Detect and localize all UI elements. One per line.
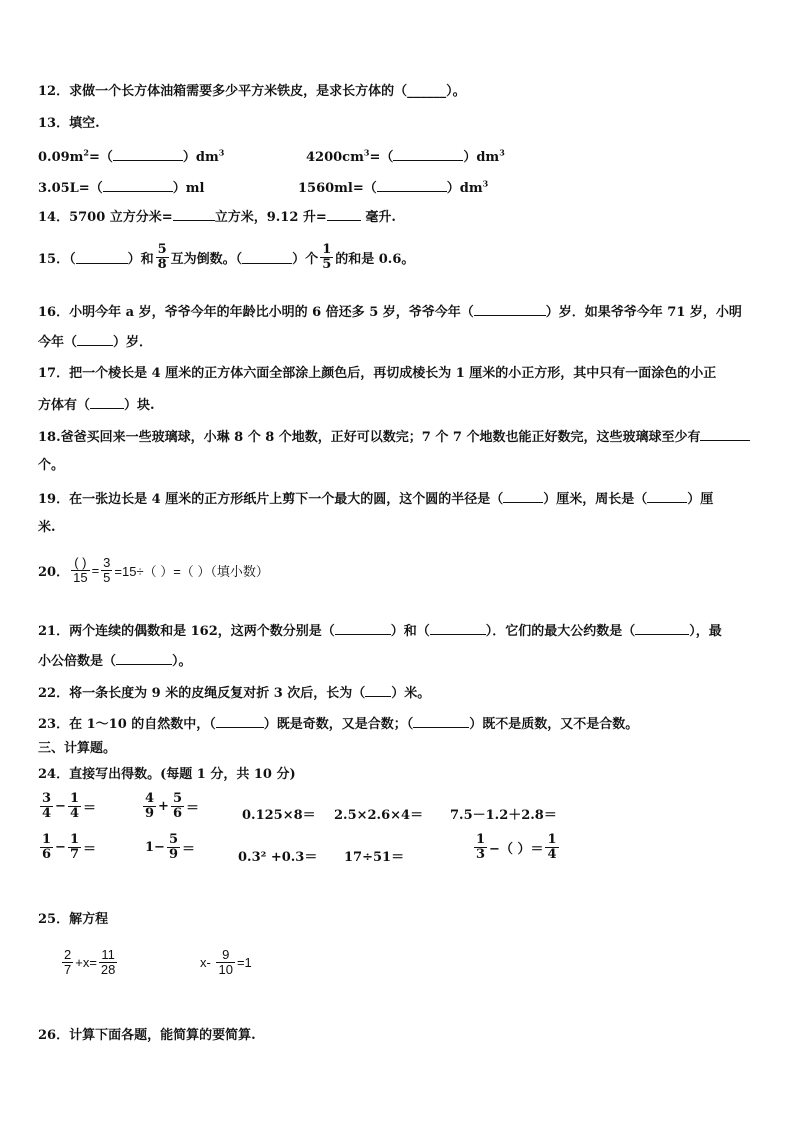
q24-r1-item-4 [334,804,423,823]
q25-eq1-nb: 11 [101,947,115,962]
q24-r1-item-1 [38,792,96,821]
question-15 [38,243,414,272]
q15-c: 互为倒数。（ [170,252,243,267]
q13c-right: ）ml [172,181,205,196]
q19-line1b: ）厘米，周长是（ [543,492,648,507]
q20-fraction-2 [101,556,112,585]
q13c-blank[interactable] [103,179,173,192]
q24-r1-2-na: 4 [145,791,155,806]
q21-line1c: ）．它们的最大公约数是（ [485,624,636,639]
q19-line2: 米. [38,520,56,535]
q20-label: 20． [38,565,70,580]
q24-r2-item-1 [38,833,96,862]
q24-r1-1-op: − [55,799,66,814]
q24-r1-item-2 [141,792,199,821]
q16-line1a: 16．小明今年 a 岁，爷爷今年的年龄比小明的 6 倍还多 5 岁，爷爷今年（ [38,305,474,320]
q20-frac2-num: 3 [103,555,111,570]
question-21-line-2 [38,652,192,670]
q25-eq1-frac-a [62,948,73,977]
q25-eq2-n: 9 [222,947,230,962]
q13b-right: ）dm [463,150,500,165]
question-23 [38,715,638,733]
q25-eq1-mid: +x= [75,955,97,970]
q24-r2-2-frac [167,833,180,862]
q24-r1-4-text: 2.5×2.6×4＝ [334,808,424,823]
q13-item-b [306,146,505,165]
q13-title: 13．填空. [38,116,100,131]
q13a-right: ）dm [182,150,219,165]
q13a-mid: =（ [89,150,113,165]
q24-r1-1-frac-a [40,792,53,821]
q19-line1c: ）厘 [687,492,714,507]
q24-r2-5-frac-a [474,833,487,862]
q24-r2-5-na: 1 [476,832,486,847]
q20-equals: = [91,563,100,578]
q20-frac1-den: 15 [73,570,88,585]
q21-line2a: 小公倍数是（ [38,654,117,669]
q13-item-a [38,146,224,165]
q15-a: 15．（ [38,252,76,267]
q24-r2-1-frac-b [68,833,81,862]
q17-line2b: ）块. [124,398,155,413]
q16-line2b: ）岁． [113,335,153,350]
q21-line1a: 21．两个连续的偶数和是 162，这两个数分别是（ [38,624,335,639]
q24-r1-1-frac-b [68,792,81,821]
q24-r1-1-eq: ＝ [83,801,97,816]
q25-eq2-d: 10 [218,962,233,977]
q13a-blank[interactable] [113,148,183,161]
q13b-mid: =（ [369,150,394,165]
q24-r1-2-op: + [158,799,169,814]
q13b-sup2: 3 [499,147,505,158]
question-17-line-1 [38,366,716,382]
q21-blank-4[interactable] [116,652,172,665]
q14-blank-1[interactable] [173,208,215,221]
question-26-title [38,1028,256,1044]
question-24-title [38,767,296,783]
q24-r2-2-pre: 1− [145,840,165,855]
q26-title-text: 26．计算下面各题，能简算的要简算. [38,1028,256,1043]
q24-r1-1-nb: 1 [69,791,79,806]
q18-line2: 个。 [38,458,65,473]
q25-eq1-da: 7 [64,962,72,977]
q12-text: 12．求做一个长方体油箱需要多少平方米铁皮，是求长方体的（______）。 [38,84,466,99]
q24-r1-1-da: 4 [42,806,52,821]
q16-blank-2[interactable] [77,333,113,346]
q13b-sup: 3 [363,147,370,158]
question-12 [38,84,466,100]
q24-r2-1-na: 1 [42,832,52,847]
q24-r1-2-nb: 5 [172,791,182,806]
q19-line1a: 19．在一张边长是 4 厘米的正方形纸片上剪下一个最大的圆，这个圆的半径是（ [38,492,504,507]
q24-r2-5-frac-b [545,833,558,862]
q25-title-text: 25．解方程 [38,912,109,927]
q24-r1-2-eq: ＝ [186,801,200,816]
q24-r1-2-db: 6 [172,806,182,821]
question-18-line-2 [38,458,64,474]
q23-a: 23．在 1～10 的自然数中，（ [38,717,216,732]
q24-r2-5-da: 3 [476,847,486,862]
question-17-line-2 [38,396,155,414]
q15-e: ）个 [292,252,319,267]
q25-eq2-post: =1 [236,955,252,970]
question-16-line-2 [38,333,152,351]
q21-line1b: ）和（ [390,624,430,639]
q24-r2-5-op[interactable]: −（ ）＝ [489,842,544,857]
q25-equation-1 [60,948,119,977]
q24-r2-1-op: − [55,840,66,855]
q15-f: 的和是 0.6。 [335,252,415,267]
q25-eq1-db: 28 [100,962,116,977]
q23-b: ）既是奇数，又是合数；（ [263,717,414,732]
question-16-line-1 [38,303,742,321]
q24-r1-item-5 [450,804,557,823]
question-19-line-2 [38,520,56,536]
q24-r2-item-3 [238,846,317,865]
q21-blank-1[interactable] [335,622,391,635]
q23-c: ）既不是质数，又不是合数。 [469,717,639,732]
q17-blank[interactable] [90,396,124,409]
q24-r1-2-frac-b [171,792,184,821]
section-3-title [38,741,116,757]
q22-blank[interactable] [365,684,391,697]
q14-c: 毫升. [365,210,396,225]
q13a-sup: 2 [83,147,89,158]
q22-b: ）米。 [391,686,431,701]
q13a-sup2: 3 [218,147,225,158]
q15-fraction-1 [156,243,169,272]
q25-eq1-na: 2 [64,947,72,962]
question-19-line-1 [38,490,713,508]
q24-r2-2-n: 5 [168,832,178,847]
q13d-sup2: 3 [482,178,489,189]
q13-item-c [38,177,204,196]
q13a-left: 0.09m [38,150,84,165]
question-21-line-1 [38,622,722,640]
q24-r1-1-na: 3 [42,791,52,806]
q24-r2-item-4 [344,846,404,865]
q15-blank-1[interactable] [76,251,128,264]
q16-line1b: ）岁．如果爷爷今年 71 岁，小明 [545,305,742,320]
q25-equation-2 [200,948,252,977]
q13d-blank[interactable] [377,179,447,192]
q21-line2b: ）。 [172,654,192,669]
q16-blank-1[interactable] [474,303,546,316]
q25-eq2-pre: x- [200,955,211,970]
q20-fraction-1 [71,556,89,585]
q19-blank-2[interactable] [647,490,687,503]
question-18-line-1 [38,428,750,446]
q13-item-d [298,177,488,196]
q21-blank-2[interactable] [430,622,486,635]
q24-r2-1-db: 7 [69,847,79,862]
q24-r2-2-d: 9 [168,847,178,862]
q17-line2a: 方体有（ [38,398,91,413]
question-25-title [38,912,108,928]
q24-r1-2-da: 9 [145,806,155,821]
q24-r2-5-db: 4 [547,847,557,862]
q15-frac1-den: 8 [157,257,167,272]
q24-r1-3-text: 0.125×8＝ [242,808,316,823]
q24-r2-1-da: 6 [42,847,52,862]
q20-frac1-num[interactable]: ( ) [74,555,87,570]
question-22 [38,684,430,702]
q13d-left: 1560ml=（ [298,181,377,196]
q24-title-text: 24．直接写出得数。(每题 1 分，共 10 分) [38,767,296,782]
q22-a: 22．将一条长度为 9 米的皮绳反复对折 3 次后，长为（ [38,686,366,701]
q14-blank-2[interactable] [327,208,361,221]
q14-b: 立方米，9.12 升= [214,210,327,225]
q14-a: 14．5700 立方分米= [38,210,173,225]
q25-eq1-frac-b [99,948,117,977]
q15-frac1-num: 5 [157,242,167,257]
q15-frac2-num: 1 [322,242,332,257]
q15-frac2-den: 5 [322,257,332,272]
question-13-title [38,116,100,132]
q25-eq2-frac [216,948,234,977]
q13b-blank[interactable] [393,148,463,161]
q21-blank-3[interactable] [635,622,689,635]
q19-blank-1[interactable] [503,490,543,503]
q21-line1d: ），最 [689,624,722,639]
q20-frac2-den: 5 [103,570,111,585]
question-14 [38,208,396,226]
q24-r1-item-3 [242,804,316,823]
q15-b: ）和 [127,252,154,267]
q24-r2-1-frac-a [40,833,53,862]
q18-line1: 18.爸爸买回来一些玻璃球，小琳 8 个 8 个地数，正好可以数完；7 个 7 个地数也能正好数完，这些玻璃球至少有 [38,430,701,445]
q23-blank-2[interactable] [413,715,469,728]
q16-line2a: 今年（ [38,335,78,350]
q17-line1: 17．把一个棱长是 4 厘米的正方体六面全部涂上颜色后，再切成棱长为 1 厘米的小正方形，其中只有一面涂色的小正 [38,366,717,381]
q24-r2-4-text: 17÷51＝ [344,850,405,865]
q18-blank[interactable] [700,428,750,441]
q13d-right: ）dm [446,181,483,196]
q24-r2-item-2 [145,833,195,862]
question-20 [38,556,269,585]
q23-blank-1[interactable] [216,715,264,728]
q24-r2-5-nb: 1 [547,832,557,847]
q15-fraction-2 [320,243,333,272]
q24-r2-1-nb: 1 [69,832,79,847]
q13b-left: 4200cm [306,150,364,165]
q24-r2-item-5 [472,833,561,862]
section3-title-text: 三、计算题。 [38,741,117,756]
q20-rest: =15÷（ ）=（ ）（填小数） [114,564,269,579]
q15-blank-2[interactable] [242,251,292,264]
q24-r2-1-eq: ＝ [83,842,97,857]
q24-r1-1-db: 4 [69,806,79,821]
q24-r1-2-frac-a [143,792,156,821]
q24-r2-2-eq: ＝ [182,842,196,857]
q13c-left: 3.05L=（ [38,181,103,196]
q24-r2-3-text: 0.3² +0.3＝ [238,850,318,865]
q24-r1-5-text: 7.5－1.2＋2.8＝ [450,808,557,823]
